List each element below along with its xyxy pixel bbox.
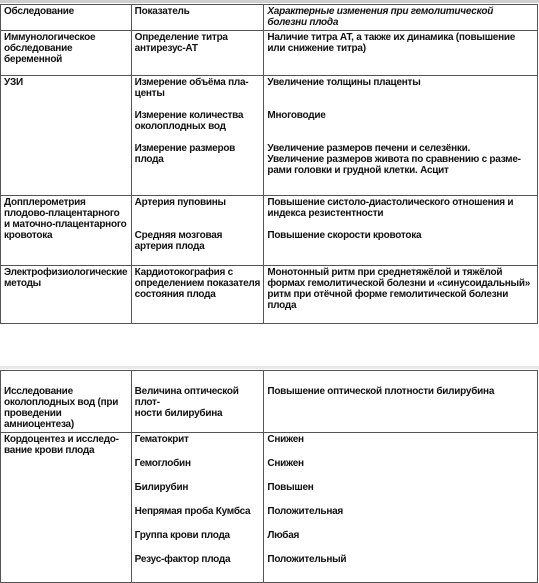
table-row: [1, 76, 538, 196]
indicator-text: Средняя мозговая артерия плода: [134, 230, 223, 252]
exam-cell: УЗИ: [1, 76, 132, 196]
changes-text: Повышен: [267, 482, 314, 493]
indicator-text: Непрямая проба Кумбса: [134, 506, 251, 517]
table-row: [1, 196, 538, 266]
table-row: [1, 371, 538, 433]
changes-cell: [264, 76, 538, 196]
indicator-text: Артерия пуповины: [134, 197, 226, 208]
indicator-cell: [131, 31, 264, 76]
changes-text: Наличие титра АТ, а также их динамика (повышение или снижение титра): [267, 32, 516, 54]
exam-cell: Электрофизиологические методы: [1, 266, 132, 324]
indicator-text: Определение титра антирезус-АТ: [134, 32, 228, 54]
indicator-cell: [131, 266, 264, 324]
indicator-cell: [131, 196, 264, 266]
changes-text: Повышение систоло-диастолического отношения и индекса резистентности: [267, 197, 514, 219]
indicator-text: Группа крови плода: [134, 530, 230, 541]
exam-cell: [1, 371, 132, 433]
header-exam: Обследование: [1, 5, 132, 31]
changes-text: Положительный: [267, 554, 347, 565]
diagnostics-table-part-1: [0, 4, 538, 324]
changes-text: Повышение скорости кровотока: [267, 230, 422, 241]
exam-cell: Допплерометрия плодово-плацентарного и маточно-плацентарного кровотока: [1, 196, 132, 266]
exam-cell: Иммунологическое обследование беременной: [1, 31, 132, 76]
indicator-text: Величина оптической плот- ности билирубина: [134, 386, 239, 419]
header-indicator: Показатель: [131, 5, 264, 31]
changes-cell: [264, 433, 538, 583]
indicator-text: Измерение объёма пла- центы: [134, 77, 249, 99]
changes-cell: [264, 196, 538, 266]
changes-text: Многоводие: [267, 110, 326, 121]
changes-text: Увеличение размеров печени и селезёнки. Увеличение размеров живота по сравнению с разме- рами головки и грудной клетки. Асцит: [267, 143, 521, 176]
changes-cell: [264, 266, 538, 324]
indicator-cell: [131, 76, 264, 196]
diagnostics-table-part-2: [0, 370, 538, 583]
indicator-text: Кардиотокография с определением показателя состояния плода: [134, 267, 261, 300]
changes-text: Монотонный ритм при среднетяжёлой и тяжёлой формах гемолитической болезни и «синусоидальный» ритм при отёчной форме гемолитической болезни плода: [267, 267, 531, 311]
header-changes: Характерные изменения при гемолитической болезни плода: [264, 5, 538, 31]
table-header-row: [1, 5, 538, 31]
exam-text: Исследование околоплодных вод (при проведении амниоцентеза): [4, 386, 119, 430]
table-row: [1, 433, 538, 583]
indicator-text: Резус-фактор плода: [134, 554, 231, 565]
changes-text: Повышение оптической плотности билирубина: [267, 386, 495, 397]
changes-cell: [264, 371, 538, 433]
changes-text: Положительная: [267, 506, 344, 517]
table-row: [1, 266, 538, 324]
changes-text: Любая: [267, 530, 300, 541]
changes-text: Снижен: [267, 434, 304, 445]
changes-text: Увеличение толщины плаценты: [267, 77, 421, 88]
changes-cell: [264, 31, 538, 76]
changes-text: Снижен: [267, 458, 304, 469]
indicator-cell: [131, 433, 264, 583]
page-top-edge: [0, 0, 539, 3]
indicator-cell: [131, 371, 264, 433]
indicator-text: Билирубин: [134, 482, 189, 493]
indicator-text: Гемоглобин: [134, 458, 191, 469]
indicator-text: Измерение количества околоплодных вод: [134, 110, 244, 132]
page-break-edge: [0, 366, 539, 369]
indicator-text: Измерение размеров плода: [134, 143, 236, 165]
exam-cell: [1, 433, 132, 583]
indicator-text: Гематокрит: [134, 434, 189, 445]
table-row: [1, 31, 538, 76]
exam-text: Кордоцентез и исследо- вание крови плода: [4, 434, 119, 456]
